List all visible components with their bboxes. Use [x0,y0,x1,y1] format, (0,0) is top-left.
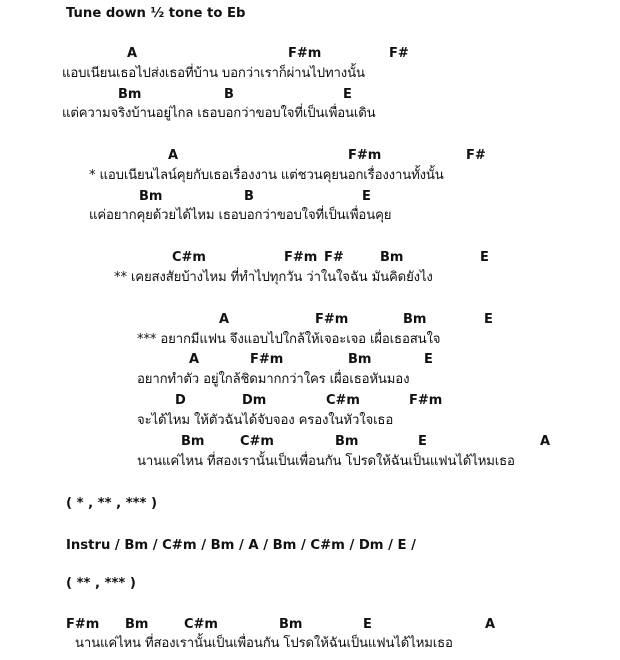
chord: A [168,148,179,163]
chord: Bm [403,312,427,327]
lyric-line: * แอบเนียนไลน์คุยกับเธอเรื่องงาน แต่ชวนคุยนอกเรื่องงานทั้งนั้น [89,168,444,183]
chord: F#m [409,393,443,408]
chord: F#m [66,617,100,632]
chord: C#m [240,434,274,449]
lyric-line: แค่อยากคุยด้วยได้ไหม เธอบอกว่าขอบใจที่เป็นเพื่อนคุย [89,208,392,223]
instrumental-line: Instru / Bm / C#m / Bm / A / Bm / C#m / Dm / E / [66,538,416,553]
chord: A [540,434,551,449]
chord: Bm [335,434,359,449]
chord: E [484,312,493,327]
chord: B [224,87,234,102]
lyric-line: ** เคยสงสัยบ้างไหม ที่ทำไปทุกวัน ว่าในใจฉัน มันคิดยังไง [114,270,433,285]
chord: C#m [184,617,218,632]
chord: A [485,617,496,632]
chord: A [219,312,230,327]
tuning-note: Tune down ½ tone to Eb [66,6,246,21]
chord: C#m [172,250,206,265]
chord: F# [466,148,486,163]
chord: Bm [348,352,372,367]
lyric-line: อยากทำตัว อยู่ใกล้ชิดมากกว่าใคร เผื่อเธอหันมอง [137,372,410,387]
chord: Bm [279,617,303,632]
chord: Bm [181,434,205,449]
chord: F#m [348,148,382,163]
chord: Bm [118,87,142,102]
chord: Bm [125,617,149,632]
chord: C#m [326,393,360,408]
chord: F# [324,250,344,265]
chord: E [424,352,433,367]
lyric-line: *** อยากมีแฟน จึงแอบไปใกล้ให้เจอะเจอ เผื่อเธอสนใจ [137,332,441,347]
chord: A [127,46,138,61]
chord: F#m [315,312,349,327]
chord: Bm [380,250,404,265]
chord: B [244,189,254,204]
chord: F#m [288,46,322,61]
chord: F#m [250,352,284,367]
chord: E [418,434,427,449]
chord: F# [389,46,409,61]
lyric-line: จะได้ไหม ให้ตัวฉันได้จับจอง ครองในหัวใจเธอ [137,413,394,428]
chord: E [343,87,352,102]
lyric-line: นานแค่ไหน ที่สองเรานั้นเป็นเพื่อนกัน โปรดให้ฉันเป็นแฟนได้ไหมเธอ [137,454,515,469]
lyric-line: แอบเนียนเธอไปส่งเธอที่บ้าน บอกว่าเราก็ผ่านไปทางนั้น [62,66,365,81]
chord: E [362,189,371,204]
chord: D [175,393,186,408]
chord: Bm [139,189,163,204]
repeat-note-2: ( ** , *** ) [66,576,136,591]
chord: Dm [242,393,267,408]
chord: E [480,250,489,265]
chord: E [363,617,372,632]
chord: F#m [284,250,318,265]
repeat-note-1: ( * , ** , *** ) [66,496,157,511]
lyric-line: นานแค่ไหน ที่สองเรานั้นเป็นเพื่อนกัน โปรดให้ฉันเป็นแฟนได้ไหมเธอ [75,636,453,651]
lyric-line: แต่ความจริงบ้านอยู่ไกล เธอบอกว่าขอบใจที่เป็นเพื่อนเดิน [62,106,376,121]
chord: A [189,352,200,367]
